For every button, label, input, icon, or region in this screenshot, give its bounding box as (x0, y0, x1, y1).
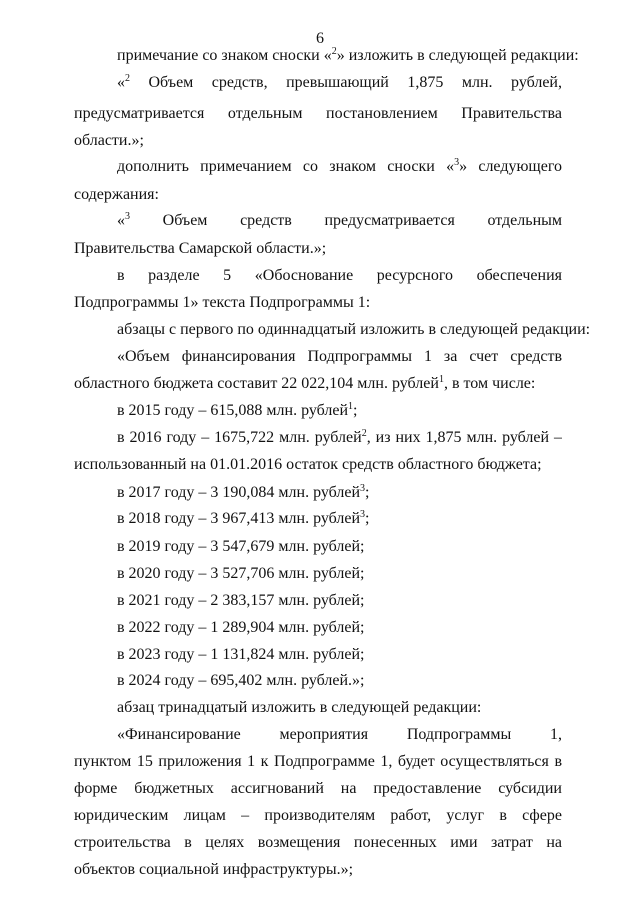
text-line: форме бюджетных ассигнований на предоставление субсидии (74, 780, 562, 797)
text-line: пунктом 15 приложения 1 к Подпрограмме 1, будет осуществляться в (74, 753, 562, 770)
text-line: «Финансирование мероприятия Подпрограммы 1, (117, 726, 562, 743)
text-line: «$^3$ Объем средств предусматривается отдельным (117, 211, 562, 229)
text-line: «$^2$ Объем средств, превышающий 1,875 млн. рублей, (117, 73, 562, 91)
page-number: 6 (316, 30, 324, 47)
text-line: в 2024 году – 695,402 млн. рублей.»; (117, 672, 365, 689)
text-line: использованный на 01.01.2016 остаток средств областного бюджета; (74, 456, 542, 473)
text-line: «Объем финансирования Подпрограммы 1 за счет средств (117, 348, 562, 365)
text-line: в 2020 году – 3 527,706 млн. рублей; (117, 565, 365, 582)
text-line: в 2023 году – 1 131,824 млн. рублей; (117, 646, 365, 663)
text-line: абзац тринадцатый изложить в следующей редакции: (117, 699, 482, 716)
text-line: содержания: (74, 186, 159, 203)
text-line: юридическим лицам – производителям работ, услуг в сфере (74, 807, 562, 824)
text-line: в разделе 5 «Обоснование ресурсного обеспечения (117, 267, 562, 284)
text-line: в 2019 году – 3 547,679 млн. рублей; (117, 538, 365, 555)
text-line: в 2017 году – 3 190,084 млн. рублей$^3$; (117, 483, 370, 501)
text-line: Правительства Самарской области.»; (74, 240, 327, 257)
text-line: объектов социальной инфраструктуры.»; (74, 861, 354, 878)
text-line: областного бюджета составит 22 022,104 млн. рублей$^1$, в том числе: (74, 374, 536, 392)
text-line: в 2015 году – 615,088 млн. рублей$^1$; (117, 401, 358, 419)
text-line: дополнить примечанием со знаком сноски «$^3$» следующего (117, 157, 562, 175)
text-line: в 2016 году – 1675,722 млн. рублей$^2$, из них 1,875 млн. рублей – (117, 428, 562, 446)
text-line: области.»; (74, 132, 144, 149)
text-line: в 2021 году – 2 383,157 млн. рублей; (117, 592, 365, 609)
text-line: абзацы с первого по одиннадцатый изложить в следующей редакции: (117, 321, 591, 338)
text-line: строительства в целях возмещения понесенных ими затрат на (74, 834, 562, 851)
text-line: в 2022 году – 1 289,904 млн. рублей; (117, 619, 365, 636)
text-line: предусматривается отдельным постановлением Правительства (74, 105, 562, 122)
text-line: в 2018 году – 3 967,413 млн. рублей$^3$; (117, 509, 370, 527)
text-line: Подпрограммы 1» текста Подпрограммы 1: (74, 294, 371, 311)
text-line: примечание со знаком сноски «$^2$» изложить в следующей редакции: (117, 46, 579, 64)
